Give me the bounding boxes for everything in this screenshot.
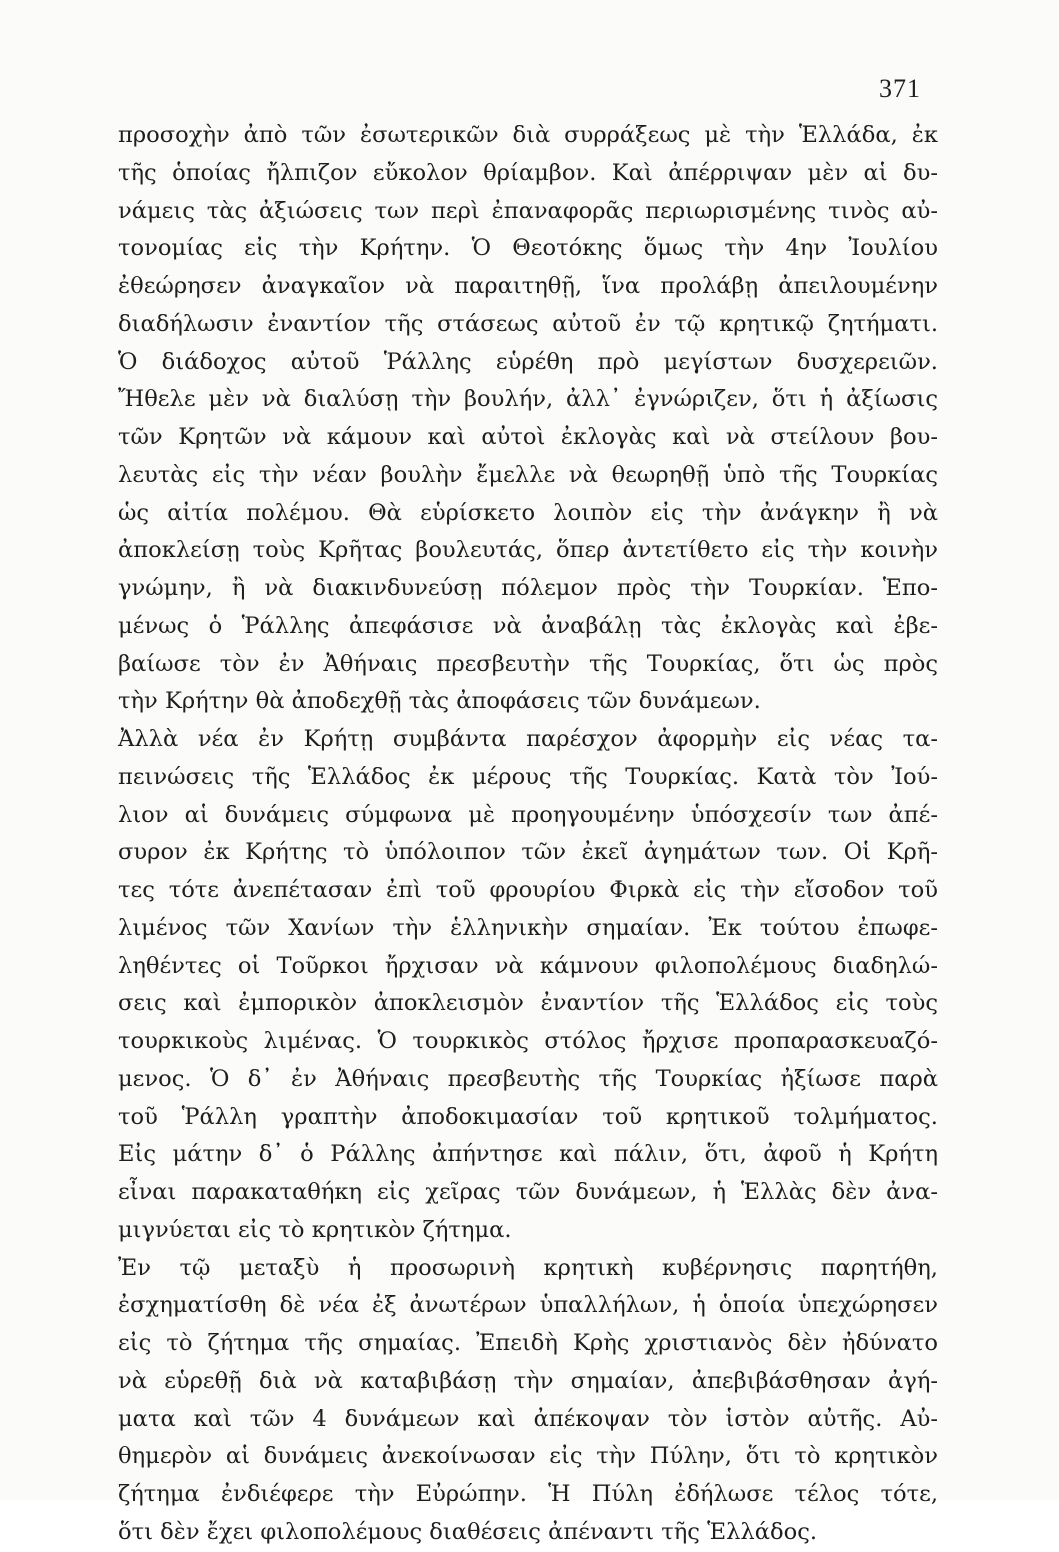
text-line: πεινώσεις τῆς Ἑλλάδος ἐκ μέρους τῆς Τουρκίας. Κατὰ τὸν Ἰού- [118, 763, 938, 790]
text-line: Ὁ διάδοχος αὐτοῦ Ῥάλλης εὑρέθη πρὸ μεγίστων δυσχερειῶν. [118, 348, 938, 375]
text-line: ἐθεώρησεν ἀναγκαῖον νὰ παραιτηθῇ, ἵνα προλάβῃ ἀπειλουμένην [118, 273, 938, 299]
text-line: τῶν Κρητῶν νὰ κάμουν καὶ αὐτοὶ ἐκλογὰς καὶ νὰ στείλουν βου- [118, 424, 938, 450]
text-line: Ἤθελε μὲν νὰ διαλύσῃ τὴν βουλήν, ἀλλ᾽ ἐγνώριζεν, ὅτι ἡ ἀξίωσις [118, 386, 938, 413]
text-line: προσοχὴν ἀπὸ τῶν ἐσωτερικῶν διὰ συρράξεως μὲ τὴν Ἑλλάδα, ἐκ [118, 122, 938, 148]
text-line: τὴν Κρήτην θὰ ἀποδεχθῇ τὰς ἀποφάσεις τῶν δυνάμεων. [118, 688, 761, 715]
text-line: Ἀλλὰ νέα ἐν Κρήτῃ συμβάντα παρέσχον ἀφορμὴν εἰς νέας τα- [118, 726, 938, 752]
text-line: τουρκικοὺς λιμένας. Ὁ τουρκικὸς στόλος ἤρχισε προπαρασκευαζό- [118, 1028, 938, 1054]
text-line: ζήτημα ἐνδιέφερε τὴν Εὐρώπην. Ἡ Πύλη ἐδήλωσε τέλος τότε, [118, 1481, 938, 1507]
text-line: Ἐν τῷ μεταξὺ ἡ προσωρινὴ κρητικὴ κυβέρνησις παρητήθη, [118, 1254, 938, 1281]
text-line: ἀποκλείσῃ τοὺς Κρῆτας βουλευτάς, ὅπερ ἀντετίθετο εἰς τὴν κοινὴν [118, 537, 938, 564]
text-line: τοῦ Ῥάλλη γραπτὴν ἀποδοκιμασίαν τοῦ κρητικοῦ τολμήματος. [118, 1103, 938, 1130]
text-line: ὅτι δὲν ἔχει φιλοπολέμους διαθέσεις ἀπέναντι τῆς Ἑλλάδος. [118, 1518, 818, 1545]
text-line: Εἰς μάτην δ᾽ ὁ Ράλλης ἀπήντησε καὶ πάλιν, ὅτι, ἀφοῦ ἡ Κρήτη [118, 1141, 938, 1168]
text-line: τῆς ὁποίας ἤλπιζον εὔκολον θρίαμβον. Καὶ ἀπέρριψαν μὲν αἱ δυ- [118, 159, 938, 186]
text-line: νάμεις τὰς ἀξιώσεις των περὶ ἐπαναφορᾶς περιωρισμένης τινὸς αὐ- [118, 197, 938, 224]
text-line: εἰς τὸ ζήτημα τῆς σημαίας. Ἐπειδὴ Κρὴς χριστιανὸς δὲν ἠδύνατο [118, 1330, 938, 1356]
text-line: νὰ εὑρεθῇ διὰ νὰ καταβιβάσῃ τὴν σημαίαν, ἀπεβιβάσθησαν ἀγή- [118, 1367, 938, 1394]
text-line: μενος. Ὁ δ᾽ ἐν Ἀθήναις πρεσβευτὴς τῆς Τουρκίας ἠξίωσε παρὰ [118, 1065, 938, 1092]
text-line: ὡς αἰτία πολέμου. Θὰ εὑρίσκετο λοιπὸν εἰς τὴν ἀνάγκην ἢ νὰ [118, 499, 938, 526]
text-line: βαίωσε τὸν ἐν Ἀθήναις πρεσβευτὴν τῆς Τουρκίας, ὅτι ὡς πρὸς [118, 650, 938, 677]
text-line: λιμένος τῶν Χανίων τὴν ἑλληνικὴν σημαίαν. Ἐκ τούτου ἐπωφε- [118, 914, 938, 941]
text-line: γνώμην, ἢ νὰ διακινδυνεύσῃ πόλεμον πρὸς τὴν Τουρκίαν. Ἑπο- [118, 575, 938, 601]
text-line: εἶναι παρακαταθήκη εἰς χεῖρας τῶν δυνάμεων, ἡ Ἑλλὰς δὲν ἀνα- [118, 1179, 938, 1205]
text-line: σεις καὶ ἐμπορικὸν ἀποκλεισμὸν ἐναντίον τῆς Ἑλλάδος εἰς τοὺς [118, 990, 938, 1017]
text-line: διαδήλωσιν ἐναντίον τῆς στάσεως αὐτοῦ ἐν τῷ κρητικῷ ζητήματι. [118, 310, 938, 337]
text-line: μιγνύεται εἰς τὸ κρητικὸν ζήτημα. [118, 1216, 512, 1243]
body-text [118, 117, 938, 1552]
text-line: λευτὰς εἰς τὴν νέαν βουλὴν ἔμελλε νὰ θεωρηθῇ ὑπὸ τῆς Τουρκίας [118, 461, 938, 488]
text-line: λιον αἱ δυνάμεις σύμφωνα μὲ προηγουμένην ὑπόσχεσίν των ἀπέ- [118, 801, 938, 828]
text-line: συρον ἐκ Κρήτης τὸ ὑπόλοιπον τῶν ἐκεῖ ἀγημάτων των. Οἱ Κρῆ- [118, 839, 938, 866]
text-line: ματα καὶ τῶν 4 δυνάμεων καὶ ἀπέκοψαν τὸν ἱστὸν αὐτῆς. Αὐ- [118, 1405, 938, 1432]
page-number: 371 [879, 74, 921, 103]
text-line: μένως ὁ Ῥάλλης ἀπεφάσισε νὰ ἀναβάλῃ τὰς ἐκλογὰς καὶ ἐβε- [118, 612, 938, 639]
text-line: θημερὸν αἱ δυνάμεις ἀνεκοίνωσαν εἰς τὴν Πύλην, ὅτι τὸ κρητικὸν [118, 1443, 938, 1470]
text-line: ἐσχηματίσθη δὲ νέα ἐξ ἀνωτέρων ὑπαλλήλων, ἡ ὁποία ὑπεχώρησεν [118, 1292, 938, 1319]
text-line: ληθέντες οἱ Τοῦρκοι ἤρχισαν νὰ κάμνουν φιλοπολέμους διαδηλώ- [118, 952, 938, 979]
text-line: τονομίας εἰς τὴν Κρήτην. Ὁ Θεοτόκης ὅμως τὴν 4ην Ἰουλίου [118, 235, 938, 262]
text-line: τες τότε ἀνεπέτασαν ἐπὶ τοῦ φρουρίου Φιρκὰ εἰς τὴν εἴσοδον τοῦ [118, 877, 938, 903]
